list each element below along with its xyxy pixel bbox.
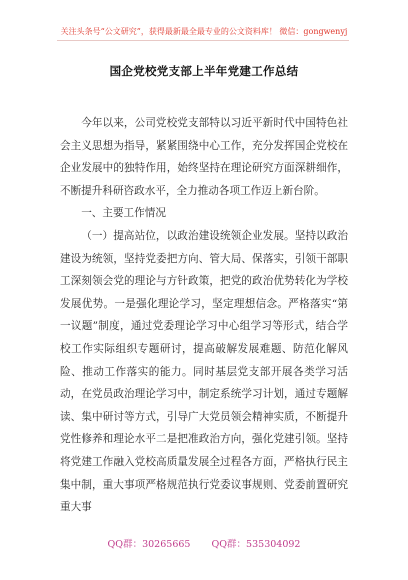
- intro-paragraph: 今年以来，公司党校党支部特以习近平新时代中国特色社会主义思想为指导，紧紧围绕中心工作，充分发挥国企党校在企业发展中的独特作用，始终坚持在理论研究方面深耕细作，不断提升科研咨政水平，全力推动各项工作迈上新台阶。: [60, 117, 348, 197]
- document-title: 国企党校党支部上半年党建工作总结: [109, 64, 299, 78]
- header-divider: [57, 40, 349, 41]
- promo-header: 关注头条号“公文研究”，获得最新最全最专业的公文资料库！ 微信：gongwenyj: [60, 27, 348, 36]
- section-heading: 一、主要工作情况: [81, 207, 166, 220]
- qq-footer: [0, 536, 408, 550]
- qq-group-1: QQ群：30265665: [107, 539, 191, 550]
- qq-group-2: QQ群：535304092: [211, 539, 301, 550]
- document-body: [60, 112, 348, 519]
- body-paragraph: （一）提高站位，以政治建设统领企业发展。坚持以政治建设为统领，坚持党委把方向、管大局、保落实，引领干部职工深刻领会党的理论与方针政策，把党的政治优势转化为学校发展优势。一是强化理论学习，坚定理想信念。严格落实“第一议题”制度，通过党委理论学习中心组学习等形式，结合学校工作实际组织专题研讨，提高破解发展难题、防范化解风险、推动工作落实的能力。同时基层党支部开展各类学习活动，在党员政治理论学习中，制定系统学习计划，通过专题解读、集中研讨等方式，引导广大党员领会精神实质，不断提升党性修养和理论水平二是把准政治方向，强化党建引领。坚持将党建工作融入党校高质量发展全过程各方面，严格执行民主集中制，重大事项严格规范执行党委议事规则、党委前置研究重大事: [60, 229, 348, 514]
